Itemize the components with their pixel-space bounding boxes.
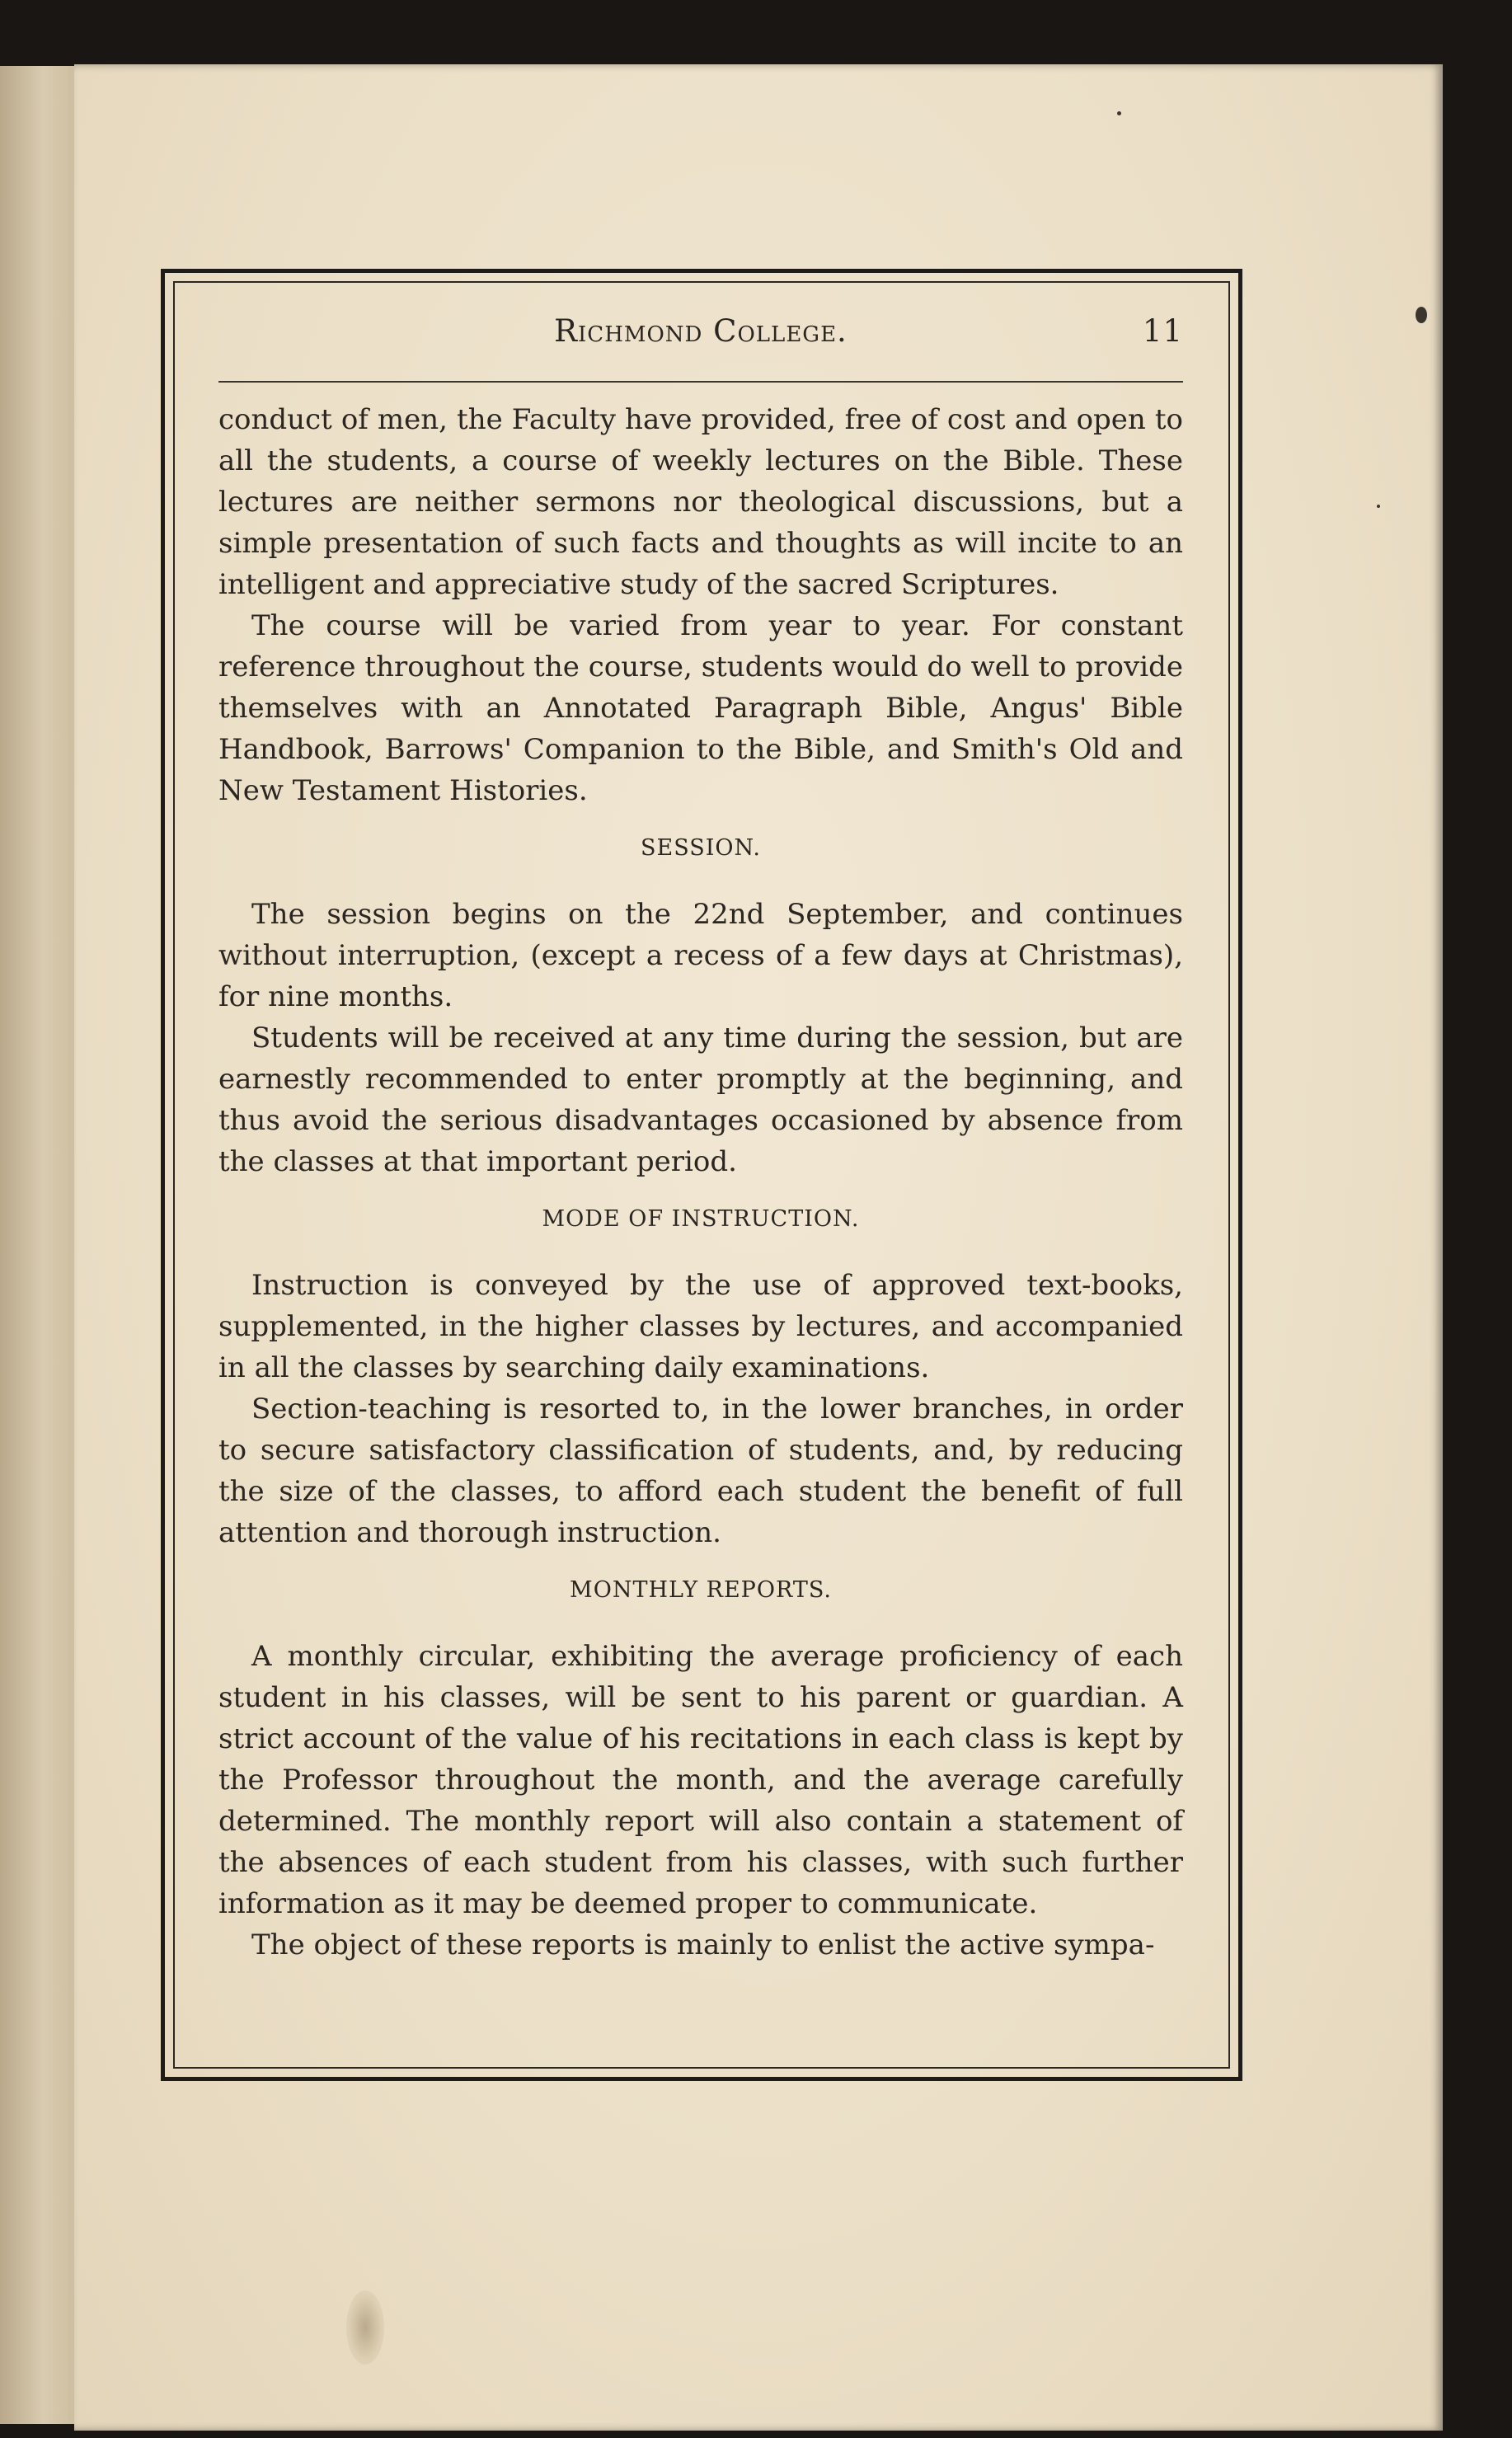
section-heading-mode-of-instruction: MODE OF INSTRUCTION. [542, 1206, 860, 1232]
paper-stain [346, 2290, 384, 2365]
body-paragraph: The object of these reports is mainly to enlist the active sympa- [251, 1928, 1155, 1961]
page-number: 11 [1142, 313, 1183, 349]
body-paragraph: A monthly circular, exhibiting the average proficiency of each student in his classes, will be sent to his parent or guardian. A strict account of the value of his recitations in each class is kept by the Professor throughout the month, and the average carefully determined. The monthly report will also contain a statement of the absences of each student from his classes, with such further information as it may be deemed proper to communicate. [218, 1640, 1183, 1920]
page-stack-edge [0, 66, 78, 2424]
body-paragraph: The course will be varied from year to year. For constant reference throughout the course, students would do well to provide themselves with an Annotated Paragraph Bible, Angus' Bible Handbook, Barrows' Companion to the Bible, and Smith's Old and New Testament Histories. [218, 609, 1183, 807]
page-content [218, 313, 1183, 1966]
section-heading-monthly-reports: MONTHLY REPORTS. [570, 1577, 832, 1603]
body-paragraph: Students will be received at any time during the session, but are earnestly recommended to enter promptly at the beginning, and thus avoid the serious disadvantages occasioned by absence from the classes at that important period. [218, 1022, 1183, 1178]
section-heading-session: SESSION. [640, 835, 761, 861]
body-paragraph: The session begins on the 22nd September, and continues without interruption, (except a recess of a few days at Christmas), for nine months. [218, 898, 1183, 1013]
body-paragraph: Section-teaching is resorted to, in the lower branches, in order to secure satisfactory classification of students, and, by reducing the size of the classes, to afford each student the benefit of full attention and thorough instruction. [218, 1393, 1183, 1549]
ink-speck [1416, 307, 1427, 323]
header-rule [218, 381, 1183, 383]
body-paragraph: Instruction is conveyed by the use of approved text-books, supplemented, in the higher classes by lectures, and accompanied in all the classes by searching daily examinations. [218, 1269, 1183, 1384]
running-head [218, 313, 1183, 359]
ink-speck [1377, 505, 1380, 508]
ink-speck [1117, 111, 1121, 115]
body-paragraph: conduct of men, the Faculty have provided, free of cost and open to all the students, a course of weekly lectures on the Bible. These lectures are neither sermons nor theological discussions, but a simple presentation of such facts and thoughts as will incite to an intelligent and appreciative study of the sacred Scriptures. [218, 403, 1183, 601]
running-head-title: Richmond College. [554, 313, 848, 349]
